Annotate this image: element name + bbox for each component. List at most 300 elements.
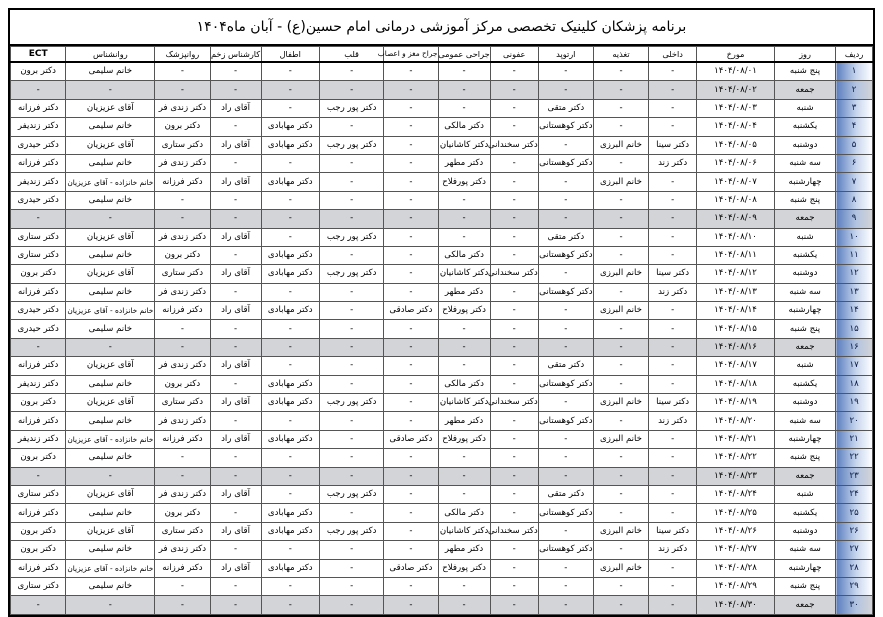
neurosurgery-cell: -	[384, 485, 438, 503]
cardiology-cell: دکتر پور رجب	[319, 265, 383, 283]
ect-cell: دکتر ستاری	[11, 246, 66, 264]
cardiology-cell: -	[319, 320, 383, 338]
infectious-cell: دکتر سخندانی	[490, 522, 538, 540]
neurosurgery-cell: -	[384, 154, 438, 172]
infectious-cell: -	[490, 577, 538, 595]
psychologist-cell: -	[66, 467, 155, 485]
psychiatrist-cell: دکتر زندی فر	[155, 154, 210, 172]
date-cell: ۱۴۰۴/۰۸/۱۴	[697, 302, 775, 320]
date-cell: ۱۴۰۴/۰۸/۲۶	[697, 522, 775, 540]
infectious-cell: -	[490, 338, 538, 356]
cardiology-cell: -	[319, 302, 383, 320]
wound-specialist-cell: -	[210, 210, 261, 228]
internal-cell: دکتر سینا	[649, 265, 697, 283]
psychologist-cell: آقای عزیزیان	[66, 522, 155, 540]
wound-specialist-cell: -	[210, 467, 261, 485]
table-row	[11, 577, 873, 595]
row-number-cell: ۲۹	[836, 577, 873, 595]
internal-cell: -	[649, 191, 697, 209]
day-cell: یکشنبه	[774, 504, 835, 522]
psychologist-cell: آقای عزیزیان	[66, 394, 155, 412]
general-surgery-cell: -	[438, 210, 490, 228]
date-cell: ۱۴۰۴/۰۸/۲۵	[697, 504, 775, 522]
orthopedic-cell: دکتر کوهستانی	[538, 118, 593, 136]
psychiatrist-cell: -	[155, 191, 210, 209]
orthopedic-cell: -	[538, 320, 593, 338]
date-cell: ۱۴۰۴/۰۸/۱۹	[697, 394, 775, 412]
pediatrics-cell: دکتر مهابادی	[261, 246, 319, 264]
day-cell: یکشنبه	[774, 246, 835, 264]
row-number-cell: ۱۰	[836, 228, 873, 246]
pediatrics-cell: -	[261, 191, 319, 209]
nutrition-cell: -	[593, 154, 648, 172]
psychologist-cell: خانم سلیمی	[66, 154, 155, 172]
internal-cell: دکتر زند	[649, 412, 697, 430]
pediatrics-cell: دکتر مهابادی	[261, 559, 319, 577]
general-surgery-cell: -	[438, 577, 490, 595]
table-row	[11, 357, 873, 375]
pediatrics-cell: -	[261, 541, 319, 559]
pediatrics-cell: دکتر مهابادی	[261, 375, 319, 393]
ect-cell: -	[11, 596, 66, 614]
table-row	[11, 283, 873, 301]
wound-specialist-cell: -	[210, 283, 261, 301]
day-cell: جمعه	[774, 81, 835, 99]
infectious-cell: -	[490, 62, 538, 81]
psychiatrist-cell: -	[155, 210, 210, 228]
neurosurgery-cell: -	[384, 394, 438, 412]
psychiatrist-cell: دکتر فرزانه	[155, 559, 210, 577]
date-cell: ۱۴۰۴/۰۸/۲۲	[697, 449, 775, 467]
orthopedic-cell: دکتر کوهستانی	[538, 504, 593, 522]
orthopedic-cell: -	[538, 81, 593, 99]
nutrition-cell: خانم البرزی	[593, 394, 648, 412]
col-general-surgery-header: جراحی عمومی	[438, 47, 490, 63]
ect-cell: دکتر حیدری	[11, 302, 66, 320]
psychologist-cell: خانم خانزاده - آقای عزیزیان	[66, 302, 155, 320]
wound-specialist-cell: -	[210, 338, 261, 356]
cardiology-cell: دکتر پور رجب	[319, 485, 383, 503]
internal-cell: -	[649, 99, 697, 117]
orthopedic-cell: دکتر کوهستانی	[538, 154, 593, 172]
date-cell: ۱۴۰۴/۰۸/۲۸	[697, 559, 775, 577]
row-number-cell: ۱	[836, 62, 873, 81]
row-number-cell: ۳	[836, 99, 873, 117]
psychologist-cell: -	[66, 338, 155, 356]
internal-cell: دکتر سینا	[649, 394, 697, 412]
pediatrics-cell: دکتر مهابادی	[261, 136, 319, 154]
general-surgery-cell: دکتر پورفلاح	[438, 430, 490, 448]
table-row	[11, 504, 873, 522]
orthopedic-cell: -	[538, 430, 593, 448]
neurosurgery-cell: -	[384, 81, 438, 99]
date-cell: ۱۴۰۴/۰۸/۱۵	[697, 320, 775, 338]
day-cell: چهارشنبه	[774, 430, 835, 448]
infectious-cell: دکتر سخندانی	[490, 265, 538, 283]
pediatrics-cell: -	[261, 596, 319, 614]
pediatrics-cell: -	[261, 577, 319, 595]
internal-cell: -	[649, 173, 697, 191]
day-cell: چهارشنبه	[774, 559, 835, 577]
pediatrics-cell: -	[261, 338, 319, 356]
infectious-cell: دکتر سخندانی	[490, 394, 538, 412]
infectious-cell: -	[490, 246, 538, 264]
general-surgery-cell: دکتر مالکی	[438, 246, 490, 264]
wound-specialist-cell: آقای راد	[210, 99, 261, 117]
col-internal-header: داخلی	[649, 47, 697, 63]
ect-cell: دکتر برون	[11, 394, 66, 412]
nutrition-cell: -	[593, 228, 648, 246]
infectious-cell: -	[490, 118, 538, 136]
wound-specialist-cell: -	[210, 504, 261, 522]
wound-specialist-cell: آقای راد	[210, 559, 261, 577]
day-cell: چهارشنبه	[774, 302, 835, 320]
psychologist-cell: خانم سلیمی	[66, 118, 155, 136]
row-number-cell: ۱۱	[836, 246, 873, 264]
schedule-body	[11, 62, 873, 614]
orthopedic-cell: -	[538, 522, 593, 540]
schedule-table	[10, 46, 873, 615]
orthopedic-cell: -	[538, 136, 593, 154]
ect-cell: دکتر حیدری	[11, 136, 66, 154]
cardiology-cell: دکتر پور رجب	[319, 228, 383, 246]
col-wound-specialist-header: کارشناس زخم	[210, 47, 261, 63]
date-cell: ۱۴۰۴/۰۸/۱۷	[697, 357, 775, 375]
wound-specialist-cell: -	[210, 81, 261, 99]
infectious-cell: -	[490, 191, 538, 209]
date-cell: ۱۴۰۴/۰۸/۱۱	[697, 246, 775, 264]
cardiology-cell: -	[319, 357, 383, 375]
neurosurgery-cell: -	[384, 522, 438, 540]
day-cell: جمعه	[774, 596, 835, 614]
neurosurgery-cell: -	[384, 246, 438, 264]
general-surgery-cell: -	[438, 191, 490, 209]
psychologist-cell: خانم سلیمی	[66, 320, 155, 338]
cardiology-cell: -	[319, 62, 383, 81]
pediatrics-cell: دکتر مهابادی	[261, 118, 319, 136]
general-surgery-cell: دکتر پورفلاح	[438, 559, 490, 577]
neurosurgery-cell: -	[384, 412, 438, 430]
psychiatrist-cell: -	[155, 596, 210, 614]
nutrition-cell: -	[593, 320, 648, 338]
nutrition-cell: -	[593, 283, 648, 301]
neurosurgery-cell: -	[384, 596, 438, 614]
date-cell: ۱۴۰۴/۰۸/۲۹	[697, 577, 775, 595]
day-cell: جمعه	[774, 467, 835, 485]
ect-cell: دکتر حیدری	[11, 191, 66, 209]
row-number-cell: ۲۵	[836, 504, 873, 522]
ect-cell: دکتر ستاری	[11, 228, 66, 246]
ect-cell: دکتر برون	[11, 522, 66, 540]
table-row	[11, 154, 873, 172]
row-number-cell: ۳۰	[836, 596, 873, 614]
wound-specialist-cell: آقای راد	[210, 485, 261, 503]
row-number-cell: ۱۵	[836, 320, 873, 338]
date-cell: ۱۴۰۴/۰۸/۰۷	[697, 173, 775, 191]
nutrition-cell: خانم البرزی	[593, 522, 648, 540]
col-orthopedic-header: ارتوپد	[538, 47, 593, 63]
psychologist-cell: آقای عزیزیان	[66, 136, 155, 154]
internal-cell: -	[649, 320, 697, 338]
orthopedic-cell: دکتر کوهستانی	[538, 412, 593, 430]
general-surgery-cell: -	[438, 228, 490, 246]
pediatrics-cell: دکتر مهابادی	[261, 265, 319, 283]
day-cell: پنج شنبه	[774, 320, 835, 338]
internal-cell: -	[649, 338, 697, 356]
psychologist-cell: خانم سلیمی	[66, 246, 155, 264]
general-surgery-cell: -	[438, 81, 490, 99]
date-cell: ۱۴۰۴/۰۸/۰۵	[697, 136, 775, 154]
orthopedic-cell: -	[538, 173, 593, 191]
day-cell: چهارشنبه	[774, 173, 835, 191]
nutrition-cell: خانم البرزی	[593, 173, 648, 191]
row-number-cell: ۱۳	[836, 283, 873, 301]
general-surgery-cell: دکتر مطهر	[438, 154, 490, 172]
psychiatrist-cell: دکتر برون	[155, 118, 210, 136]
infectious-cell: -	[490, 412, 538, 430]
ect-cell: دکتر برون	[11, 265, 66, 283]
table-row	[11, 265, 873, 283]
psychologist-cell: خانم خانزاده - آقای عزیزیان	[66, 430, 155, 448]
wound-specialist-cell: -	[210, 596, 261, 614]
row-number-cell: ۶	[836, 154, 873, 172]
nutrition-cell: -	[593, 596, 648, 614]
table-row	[11, 412, 873, 430]
date-cell: ۱۴۰۴/۰۸/۰۳	[697, 99, 775, 117]
orthopedic-cell: -	[538, 394, 593, 412]
table-row	[11, 449, 873, 467]
table-row	[11, 246, 873, 264]
psychiatrist-cell: دکتر ستاری	[155, 394, 210, 412]
day-cell: دوشنبه	[774, 522, 835, 540]
table-row	[11, 210, 873, 228]
psychologist-cell: -	[66, 81, 155, 99]
internal-cell: -	[649, 81, 697, 99]
psychologist-cell: خانم سلیمی	[66, 541, 155, 559]
row-number-cell: ۲	[836, 81, 873, 99]
neurosurgery-cell: -	[384, 504, 438, 522]
row-number-cell: ۵	[836, 136, 873, 154]
day-cell: دوشنبه	[774, 394, 835, 412]
ect-cell: دکتر فرزانه	[11, 154, 66, 172]
col-neurosurgery-header: جراح مغز و اعصاب	[384, 47, 438, 63]
day-cell: پنج شنبه	[774, 191, 835, 209]
table-row	[11, 191, 873, 209]
ect-cell: دکتر حیدری	[11, 320, 66, 338]
psychiatrist-cell: -	[155, 338, 210, 356]
general-surgery-cell: دکتر مالکی	[438, 118, 490, 136]
general-surgery-cell: دکتر کاشانیان	[438, 136, 490, 154]
cardiology-cell: -	[319, 577, 383, 595]
infectious-cell: -	[490, 485, 538, 503]
cardiology-cell: -	[319, 412, 383, 430]
row-number-cell: ۲۰	[836, 412, 873, 430]
psychologist-cell: خانم سلیمی	[66, 449, 155, 467]
neurosurgery-cell: -	[384, 265, 438, 283]
cardiology-cell: -	[319, 375, 383, 393]
psychologist-cell: خانم سلیمی	[66, 577, 155, 595]
cardiology-cell: -	[319, 154, 383, 172]
row-number-cell: ۱۷	[836, 357, 873, 375]
psychologist-cell: آقای عزیزیان	[66, 228, 155, 246]
ect-cell: دکتر زندیفر	[11, 173, 66, 191]
infectious-cell: -	[490, 302, 538, 320]
table-row	[11, 320, 873, 338]
infectious-cell: دکتر سخندانی	[490, 136, 538, 154]
general-surgery-cell: -	[438, 449, 490, 467]
psychologist-cell: خانم خانزاده - آقای عزیزیان	[66, 559, 155, 577]
neurosurgery-cell: دکتر صادقی	[384, 302, 438, 320]
page-title: برنامه پزشکان کلینیک تخصصی مرکز آموزشی درمانی امام حسین(ع) - آبان ماه۱۴۰۴	[10, 10, 873, 46]
wound-specialist-cell: آقای راد	[210, 522, 261, 540]
day-cell: شنبه	[774, 357, 835, 375]
neurosurgery-cell: -	[384, 577, 438, 595]
infectious-cell: -	[490, 210, 538, 228]
table-row	[11, 173, 873, 191]
wound-specialist-cell: -	[210, 541, 261, 559]
ect-cell: دکتر فرزانه	[11, 559, 66, 577]
nutrition-cell: -	[593, 504, 648, 522]
infectious-cell: -	[490, 559, 538, 577]
col-nutrition-header: تغذیه	[593, 47, 648, 63]
wound-specialist-cell: -	[210, 191, 261, 209]
date-cell: ۱۴۰۴/۰۸/۲۳	[697, 467, 775, 485]
ect-cell: دکتر فرزانه	[11, 412, 66, 430]
pediatrics-cell: دکتر مهابادی	[261, 522, 319, 540]
psychiatrist-cell: دکتر فرزانه	[155, 173, 210, 191]
date-cell: ۱۴۰۴/۰۸/۲۷	[697, 541, 775, 559]
psychiatrist-cell: دکتر برون	[155, 246, 210, 264]
table-row	[11, 541, 873, 559]
wound-specialist-cell: آقای راد	[210, 173, 261, 191]
psychologist-cell: خانم سلیمی	[66, 504, 155, 522]
col-psychologist-header: روانشناس	[66, 47, 155, 63]
row-number-cell: ۲۷	[836, 541, 873, 559]
neurosurgery-cell: -	[384, 173, 438, 191]
table-row	[11, 118, 873, 136]
cardiology-cell: دکتر پور رجب	[319, 522, 383, 540]
orthopedic-cell: -	[538, 191, 593, 209]
psychiatrist-cell: دکتر ستاری	[155, 265, 210, 283]
psychiatrist-cell: دکتر زندی فر	[155, 283, 210, 301]
row-number-cell: ۱۲	[836, 265, 873, 283]
date-cell: ۱۴۰۴/۰۸/۱۲	[697, 265, 775, 283]
cardiology-cell: -	[319, 283, 383, 301]
psychiatrist-cell: دکتر ستاری	[155, 522, 210, 540]
neurosurgery-cell: -	[384, 375, 438, 393]
infectious-cell: -	[490, 81, 538, 99]
internal-cell: دکتر سینا	[649, 522, 697, 540]
infectious-cell: -	[490, 596, 538, 614]
general-surgery-cell: -	[438, 596, 490, 614]
nutrition-cell: -	[593, 246, 648, 264]
psychiatrist-cell: دکتر فرزانه	[155, 302, 210, 320]
wound-specialist-cell: -	[210, 577, 261, 595]
infectious-cell: -	[490, 467, 538, 485]
infectious-cell: -	[490, 430, 538, 448]
ect-cell: دکتر فرزانه	[11, 504, 66, 522]
table-row	[11, 62, 873, 81]
pediatrics-cell: -	[261, 449, 319, 467]
cardiology-cell: -	[319, 246, 383, 264]
nutrition-cell: خانم البرزی	[593, 559, 648, 577]
general-surgery-cell: -	[438, 357, 490, 375]
general-surgery-cell: -	[438, 338, 490, 356]
psychologist-cell: -	[66, 596, 155, 614]
psychiatrist-cell: -	[155, 467, 210, 485]
orthopedic-cell: -	[538, 62, 593, 81]
psychologist-cell: خانم سلیمی	[66, 375, 155, 393]
date-cell: ۱۴۰۴/۰۸/۱۸	[697, 375, 775, 393]
day-cell: پنج شنبه	[774, 449, 835, 467]
ect-cell: دکتر برون	[11, 449, 66, 467]
row-number-cell: ۴	[836, 118, 873, 136]
psychologist-cell: خانم سلیمی	[66, 283, 155, 301]
cardiology-cell: -	[319, 430, 383, 448]
psychologist-cell: آقای عزیزیان	[66, 357, 155, 375]
general-surgery-cell: دکتر کاشانیان	[438, 522, 490, 540]
pediatrics-cell: -	[261, 210, 319, 228]
ect-cell: دکتر زندیفر	[11, 430, 66, 448]
table-row	[11, 136, 873, 154]
pediatrics-cell: دکتر مهابادی	[261, 394, 319, 412]
internal-cell: -	[649, 577, 697, 595]
infectious-cell: -	[490, 504, 538, 522]
general-surgery-cell: دکتر پورفلاح	[438, 173, 490, 191]
pediatrics-cell: -	[261, 99, 319, 117]
ect-cell: دکتر برون	[11, 541, 66, 559]
table-row	[11, 394, 873, 412]
psychologist-cell: -	[66, 210, 155, 228]
ect-cell: دکتر فرزانه	[11, 99, 66, 117]
orthopedic-cell: دکتر متقی	[538, 99, 593, 117]
pediatrics-cell: -	[261, 62, 319, 81]
table-row	[11, 596, 873, 614]
general-surgery-cell: -	[438, 62, 490, 81]
ect-cell: -	[11, 81, 66, 99]
wound-specialist-cell: آقای راد	[210, 302, 261, 320]
ect-cell: -	[11, 210, 66, 228]
cardiology-cell: -	[319, 449, 383, 467]
infectious-cell: -	[490, 375, 538, 393]
general-surgery-cell: دکتر مالکی	[438, 504, 490, 522]
orthopedic-cell: -	[538, 302, 593, 320]
pediatrics-cell: -	[261, 228, 319, 246]
psychiatrist-cell: -	[155, 62, 210, 81]
neurosurgery-cell: -	[384, 118, 438, 136]
day-cell: یکشنبه	[774, 118, 835, 136]
orthopedic-cell: -	[538, 596, 593, 614]
day-cell: پنج شنبه	[774, 577, 835, 595]
internal-cell: دکتر زند	[649, 541, 697, 559]
psychiatrist-cell: دکتر فرزانه	[155, 430, 210, 448]
psychologist-cell: آقای عزیزیان	[66, 265, 155, 283]
orthopedic-cell: دکتر متقی	[538, 357, 593, 375]
nutrition-cell: خانم البرزی	[593, 430, 648, 448]
cardiology-cell: -	[319, 118, 383, 136]
cardiology-cell: -	[319, 559, 383, 577]
orthopedic-cell: دکتر کوهستانی	[538, 283, 593, 301]
nutrition-cell: خانم البرزی	[593, 136, 648, 154]
general-surgery-cell: دکتر مطهر	[438, 283, 490, 301]
nutrition-cell: -	[593, 467, 648, 485]
psychologist-cell: خانم سلیمی	[66, 62, 155, 81]
row-number-cell: ۱۸	[836, 375, 873, 393]
pediatrics-cell: -	[261, 154, 319, 172]
nutrition-cell: خانم البرزی	[593, 265, 648, 283]
nutrition-cell: -	[593, 338, 648, 356]
day-cell: شنبه	[774, 485, 835, 503]
